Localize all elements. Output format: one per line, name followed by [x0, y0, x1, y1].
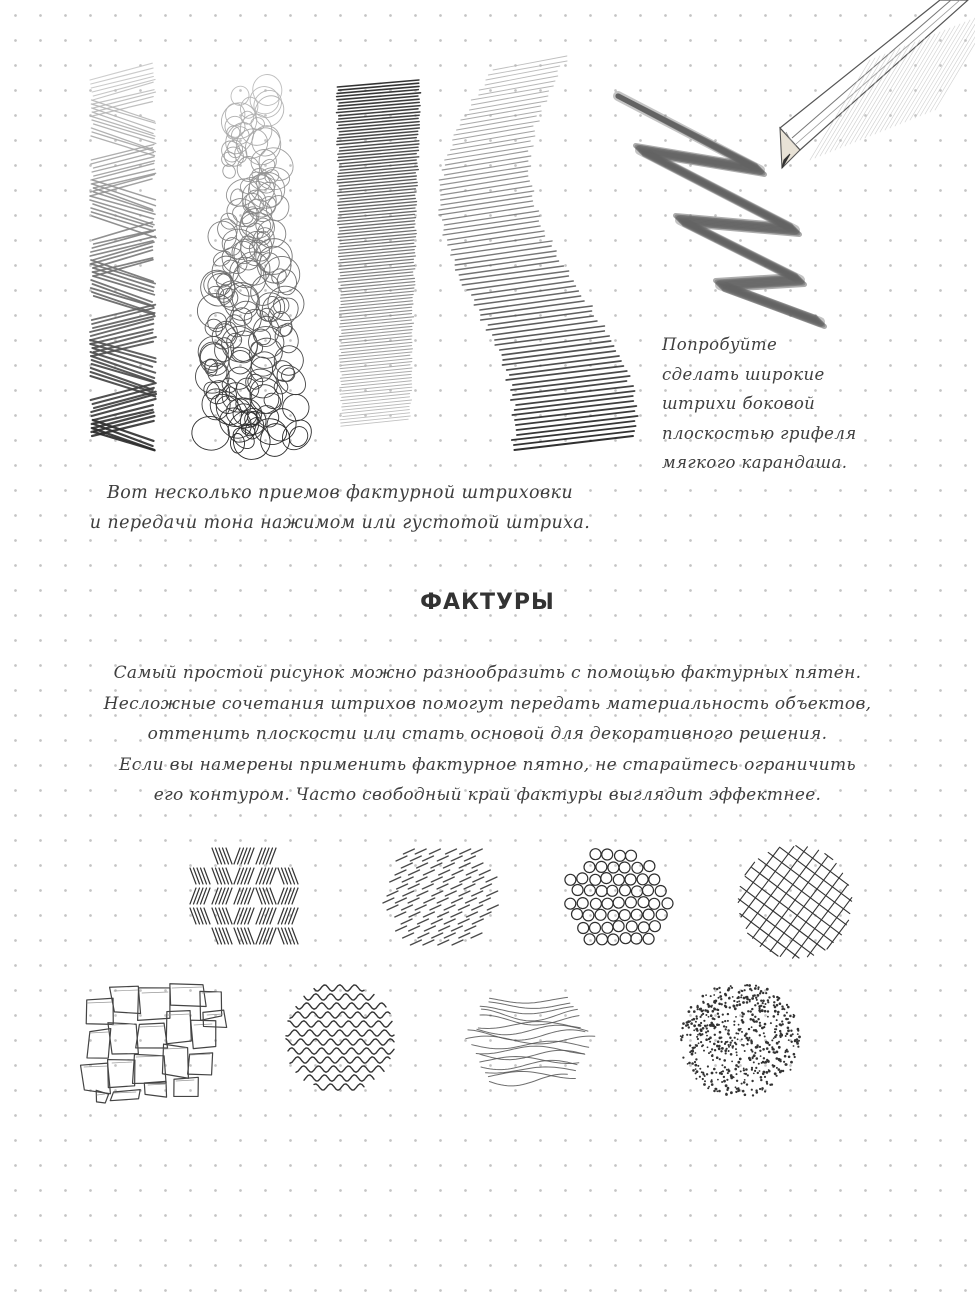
texture-short-strokes	[383, 849, 498, 945]
wavy-zigzag-column	[439, 56, 638, 450]
textures-body-text	[60, 658, 915, 811]
broad-stroke-caption-line-5: мягкого карандаша.	[662, 453, 848, 472]
body-text-line-1: Самый простой рисунок можно разнообразить с помощью фактурных пятен.	[113, 663, 862, 683]
broad-stroke-caption-line-3: штрихи боковой	[662, 394, 816, 413]
texture-hatch-clusters	[190, 848, 298, 944]
body-text-line-3: оттенить плоскости или стать основой для декоративного решения.	[147, 724, 828, 744]
section-title: ФАКТУРЫ	[420, 590, 555, 615]
hatching-caption	[70, 478, 610, 538]
texture-circles	[565, 849, 673, 945]
body-text-line-5: его контуром. Часто свободный край фактуры выглядит эффектнее.	[153, 785, 822, 805]
broad-lead-stroke	[618, 96, 825, 327]
pencil-illustration	[780, 0, 975, 168]
hatch-gradient-column	[90, 63, 156, 450]
broad-stroke-caption-line-1: Попробуйте	[662, 335, 778, 354]
broad-stroke-caption	[662, 330, 902, 478]
hatching-caption-line-1: Вот несколько приемов фактурной штриховки	[106, 483, 574, 503]
texture-waves	[286, 985, 394, 1090]
broad-stroke-caption-line-4: плоскостью грифеля	[662, 423, 857, 443]
scribble-loop-column	[189, 73, 318, 462]
texture-stipple	[680, 984, 801, 1097]
dense-zigzag-column	[337, 80, 421, 426]
texture-stones	[81, 984, 227, 1103]
texture-crosshatch	[738, 846, 852, 959]
texture-wood-grain	[466, 997, 595, 1086]
broad-stroke-caption-line-2: сделать широкие	[662, 364, 825, 384]
body-text-line-4: Если вы намерены применить фактурное пятно, не старайтесь ограничить	[119, 754, 856, 775]
hatching-caption-line-2: и передачи тона нажимом или густотой штриха.	[89, 513, 591, 533]
body-text-line-2: Несложные сочетания штрихов помогут передать материальность объектов,	[103, 693, 872, 714]
